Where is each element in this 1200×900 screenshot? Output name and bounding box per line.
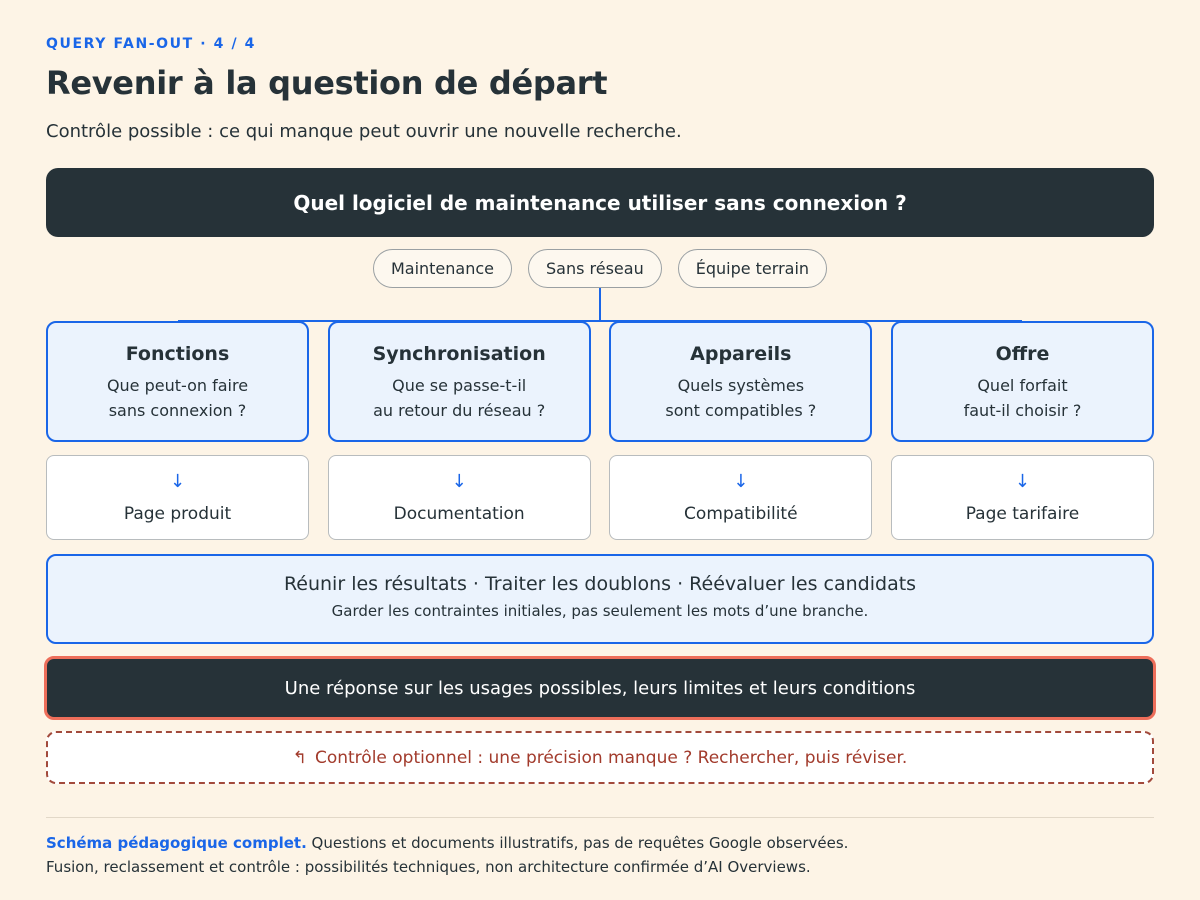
facet-title: Offre [995,343,1050,365]
optional-control-box [46,731,1154,784]
footnote-line-1 [46,831,848,855]
section-kicker: QUERY FAN-OUT · 4 / 4 [46,36,257,52]
facet-question-line: Quels systèmes [677,376,805,395]
document-row [46,455,1154,540]
facet-card-fonctions [46,321,309,442]
facet-question-line: sont compatibles ? [665,401,817,420]
constraint-pill-equipe-terrain: Équipe terrain [678,249,827,288]
facet-question [611,373,870,423]
facet-question [48,373,307,423]
document-label: Documentation [393,504,525,524]
facet-card-offre [891,321,1154,442]
merge-step-title: Réunir les résultats · Traiter les doublons · Réévaluer les candidats [283,573,917,595]
arrow-down-icon: ↓ [169,471,186,492]
merge-step-subtitle: Garder les contraintes initiales, pas seulement les mots d’une branche. [331,602,869,620]
facet-title: Appareils [690,343,792,365]
merge-step-box [46,554,1154,644]
document-label: Page tarifaire [965,504,1080,524]
document-card-page-tarifaire [891,455,1154,540]
facet-card-synchronisation [328,321,591,442]
initial-question-box [46,168,1154,237]
facet-question-line: Que se passe-t-il [392,376,527,395]
footnote [46,831,848,879]
constraint-pills [0,249,1200,288]
constraint-pill-sans-reseau: Sans réseau [528,249,662,288]
final-answer-box [44,656,1156,720]
facet-row [46,321,1154,442]
optional-control-text: Contrôle optionnel : une précision manque ? Rechercher, puis réviser. [314,747,908,768]
document-label: Compatibilité [684,504,798,524]
page-subtitle: Contrôle possible : ce qui manque peut ouvrir une nouvelle recherche. [46,121,682,142]
facet-title: Synchronisation [372,343,546,365]
footnote-emphasis: Schéma pédagogique complet. [46,834,307,852]
document-card-page-produit [46,455,309,540]
facet-question-line: Quel forfait [977,376,1068,395]
document-card-compatibilite [609,455,872,540]
footer-divider [46,817,1154,818]
footnote-line-2: Fusion, reclassement et contrôle : possibilités techniques, non architecture confirmée d’AI Overviews. [46,858,811,876]
arrow-down-icon: ↓ [451,471,467,492]
return-arrow-icon: ↰ [292,747,307,768]
final-answer-text: Une réponse sur les usages possibles, leurs limites et leurs conditions [284,677,916,699]
footnote-line-1-text: Questions et documents illustratifs, pas de requêtes Google observées. [306,834,849,852]
facet-question-line: Que peut-on faire [106,376,249,395]
initial-question-text: Quel logiciel de maintenance utiliser sans connexion ? [293,190,907,215]
page-title: Revenir à la question de départ [46,64,608,102]
arrow-down-icon: ↓ [1014,471,1031,492]
facet-question [330,373,589,423]
facet-question [893,373,1152,423]
document-label: Page produit [123,504,232,524]
facet-title: Fonctions [125,343,230,365]
facet-question-line: sans connexion ? [108,401,247,420]
document-card-documentation [328,455,591,540]
facet-card-appareils [609,321,872,442]
arrow-down-icon: ↓ [733,471,749,492]
facet-question-line: au retour du réseau ? [373,401,546,420]
constraint-pill-maintenance: Maintenance [373,249,512,288]
facet-question-line: faut-il choisir ? [963,401,1082,420]
